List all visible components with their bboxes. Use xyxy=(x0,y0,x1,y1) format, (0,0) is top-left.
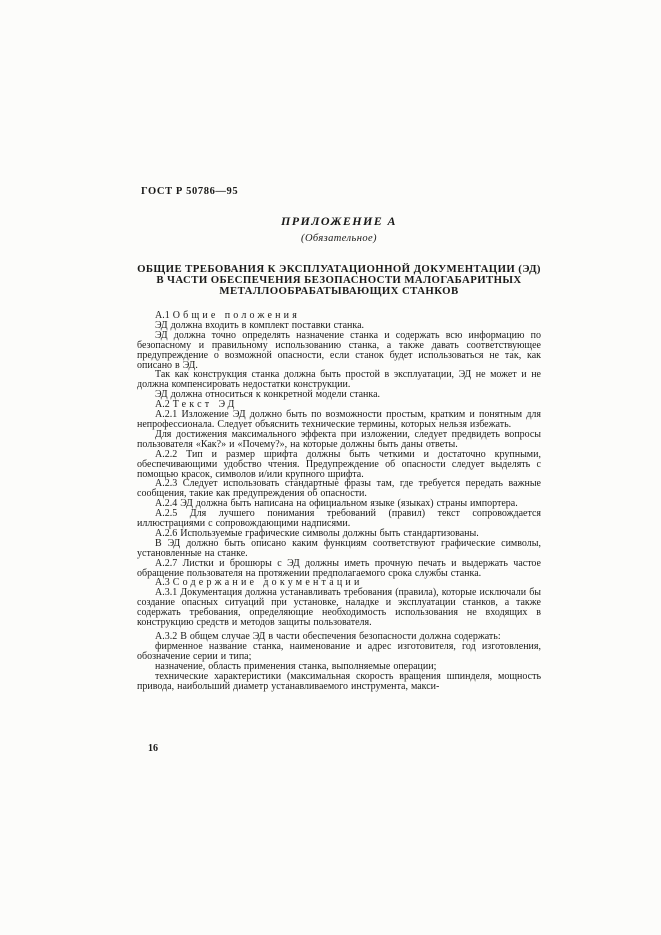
body-text xyxy=(137,311,541,691)
paragraph: А.2.3 Следует использовать стандартные фразы там, где требуется передать важные сообщения, такие как предупреждения об опасности. xyxy=(137,478,541,500)
section-title: Текст ЭД xyxy=(172,399,238,411)
paragraph: А.2.2 Тип и размер шрифта должны быть четкими и достаточно крупными, обеспечивающими удобство чтения. Предупреждение об опасности следует выделять с помощью красок, символов и/или крупного шрифта. xyxy=(137,448,541,480)
paragraph: Так как конструкция станка должна быть простой в эксплуатации, ЭД не может и не должна компенсировать недостатки конструкции. xyxy=(137,369,541,391)
paragraph: ЭД должна входить в комплект поставки станка. xyxy=(155,319,365,331)
running-header: ГОСТ Р 50786—95 xyxy=(141,186,239,197)
paragraph: А.2.4 ЭД должна быть написана на официальном языке (языках) страны импортера. xyxy=(155,498,518,510)
section-number: А.3 xyxy=(155,577,170,589)
paragraph: А.3.1 Документация должна устанавливать требования (правила), которые исключали бы создание опасных ситуаций при установке, наладке и эксплуатации станков, а также содержать требования, определяющие необходимость использования не входящих в конструкцию средств и методов защиты пользователя. xyxy=(137,587,541,629)
title-line-2: В ЧАСТИ ОБЕСПЕЧЕНИЯ БЕЗОПАСНОСТИ МАЛОГАБАРИТНЫХ xyxy=(156,274,522,286)
section-title: Содержание документации xyxy=(172,577,363,589)
paragraph: Для достижения максимального эффекта при изложении, следует предвидеть вопросы пользователя «Как?» и «Почему?», на которые должны быть даны ответы. xyxy=(137,428,541,450)
paragraph: А.2.7 Листки и брошюры с ЭД должны иметь прочную печать и выдержать частое обращение пользователя на протяжении предполагаемого срока службы станка. xyxy=(137,557,541,579)
section-number: А.2 xyxy=(155,399,170,411)
paragraph: ЭД должна относиться к конкретной модели станка. xyxy=(155,389,381,401)
section-number: А.1 xyxy=(155,310,170,321)
appendix-title xyxy=(127,264,551,297)
paragraph: А.2.1 Изложение ЭД должно быть по возможности простым, кратким и понятным для непрофессионала. Следует объяснить технические термины, которых нельзя избежать. xyxy=(137,409,541,430)
paragraph: фирменное название станка, наименование и адрес изготовителя, год изготовления, обозначение серии и типа; xyxy=(137,640,541,662)
paragraph: В ЭД должно быть описано каким функциям соответствуют графические символы, установленные на станке. xyxy=(137,537,541,559)
title-line-3: МЕТАЛЛООБРАБАТЫВАЮЩИХ СТАНКОВ xyxy=(219,285,459,297)
title-line-1: ОБЩИЕ ТРЕБОВАНИЯ К ЭКСПЛУАТАЦИОННОЙ ДОКУМЕНТАЦИИ (ЭД) xyxy=(137,263,541,275)
paragraph: назначение, область применения станка, выполняемые операции; xyxy=(155,660,437,672)
paragraph: А.3.2 В общем случае ЭД в части обеспечения безопасности должна содержать: xyxy=(155,631,501,642)
paragraph: ЭД должна точно определять назначение станка и содержать всю информацию по безопасному и правильному использованию станка, а также давать соответствующее предупреждение о возможной опасности, если станок будет использоваться не так, как описано в ЭД. xyxy=(137,329,541,371)
section-title: Общие положения xyxy=(172,310,301,321)
paragraph: А.2.6 Используемые графические символы должны быть стандартизованы. xyxy=(155,527,479,539)
page-number: 16 xyxy=(148,743,158,754)
appendix-sublabel: (Обязательное) xyxy=(301,233,377,244)
paragraph: А.2.5 Для лучшего понимания требований (правил) текст сопровождается иллюстрациями с сопровождающими надписями. xyxy=(137,508,541,530)
appendix-label: ПРИЛОЖЕНИЕ А xyxy=(281,214,397,228)
paragraph: технические характеристики (максимальная скорость вращения шпинделя, мощность привода, наибольший диаметр устанавливаемого инструмента, макси- xyxy=(137,670,541,692)
